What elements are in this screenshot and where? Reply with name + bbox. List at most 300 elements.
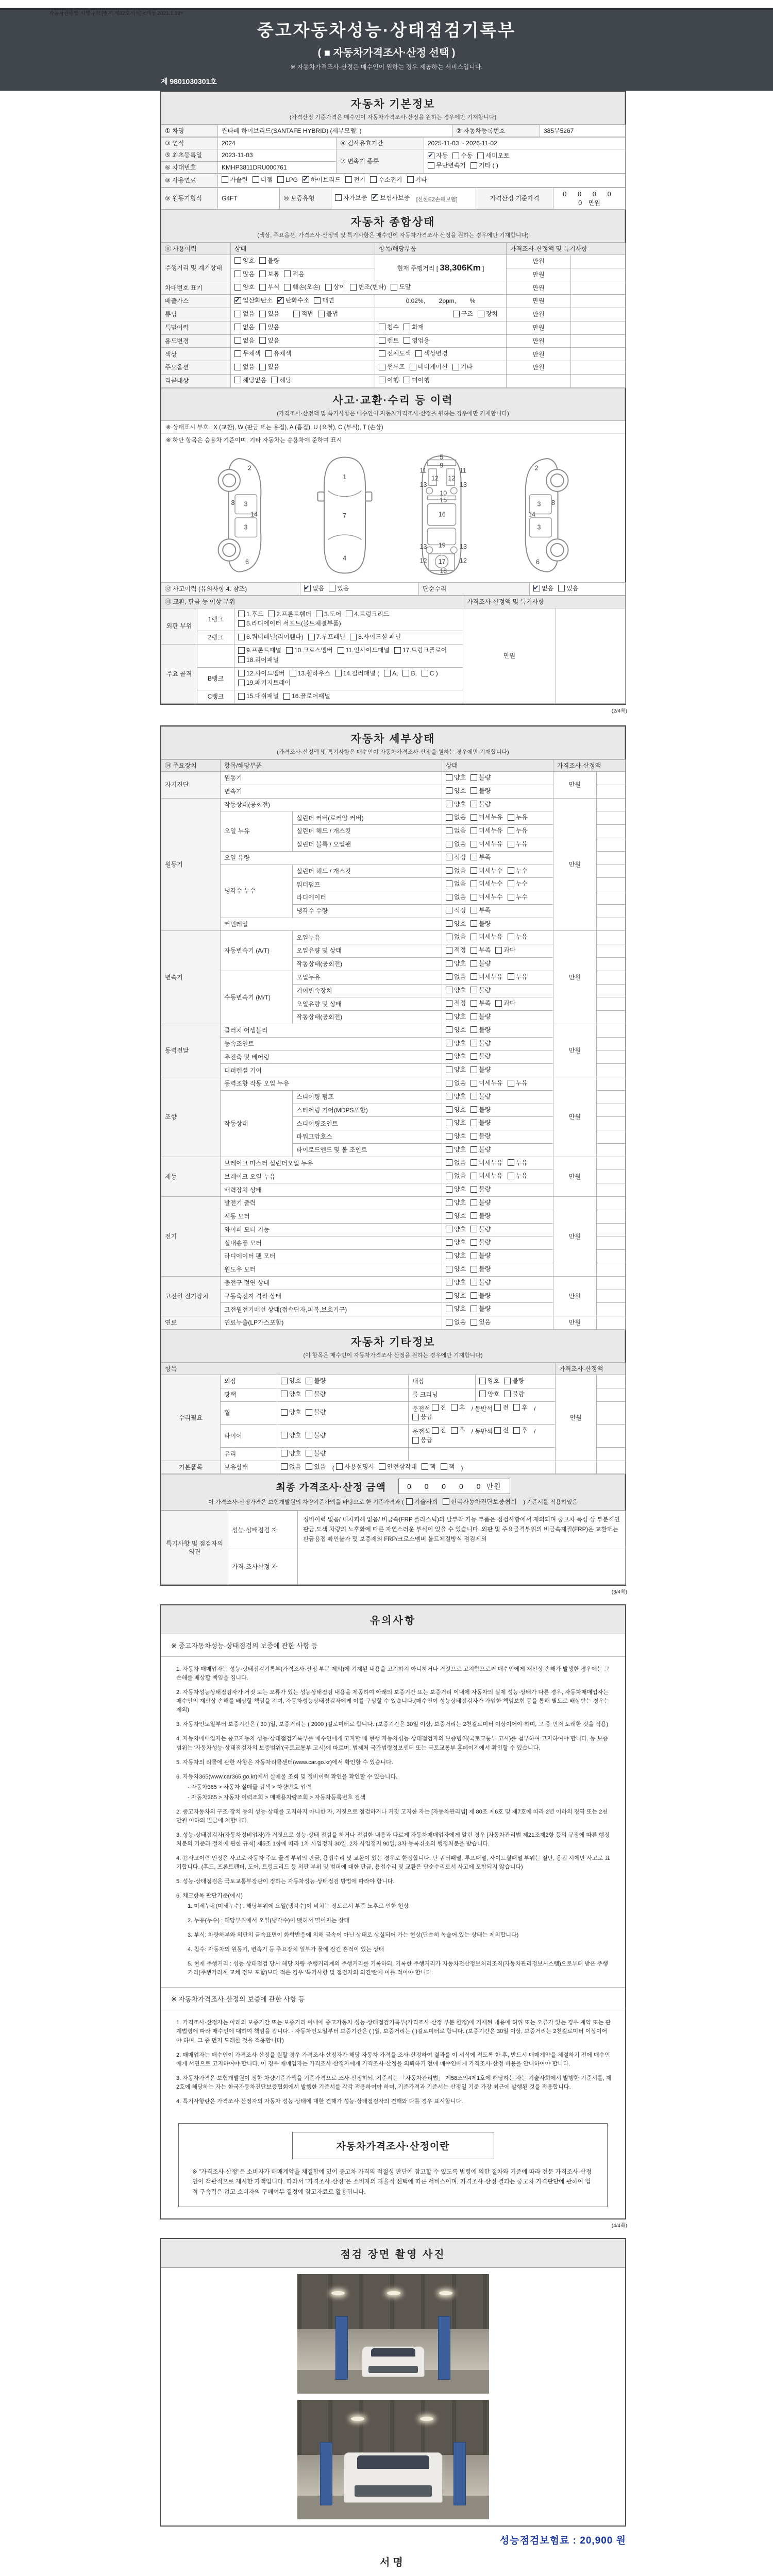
- checkbox-option[interactable]: [370, 176, 402, 184]
- checkbox-label: 없음: [454, 867, 466, 874]
- checkbox-option[interactable]: [470, 1106, 491, 1114]
- notice-subitem: 4. 침수: 자동차의 원동기, 변속기 등 주요장치 일부가 물에 잠긴 흔적이 있는 상태: [188, 1946, 384, 1953]
- sub-label: 수동변속기 (M/T): [221, 971, 293, 1024]
- checkbox-option[interactable]: [513, 1403, 528, 1412]
- checkbox-option[interactable]: [479, 1390, 499, 1398]
- checkbox-icon: [234, 337, 241, 344]
- checkbox-option[interactable]: [446, 1238, 466, 1246]
- checkbox-option[interactable]: [238, 610, 263, 618]
- checkbox-option[interactable]: [446, 920, 466, 928]
- checkbox-option[interactable]: [470, 1172, 502, 1180]
- checkbox-option[interactable]: [470, 879, 502, 888]
- checkbox-option[interactable]: [306, 1390, 326, 1398]
- checkbox-option[interactable]: [412, 1436, 432, 1444]
- checkbox-option[interactable]: [446, 1159, 466, 1167]
- checkbox-option[interactable]: [306, 1449, 326, 1458]
- checkbox-label: 많음: [243, 270, 255, 278]
- checkbox-option[interactable]: [234, 376, 266, 384]
- remark-cell: [571, 268, 626, 281]
- checkbox-option[interactable]: [470, 1185, 491, 1193]
- checkbox-option[interactable]: [422, 669, 438, 677]
- checkbox-option[interactable]: [234, 363, 255, 371]
- checkbox-option[interactable]: [238, 646, 281, 654]
- checkbox-option[interactable]: [293, 310, 313, 318]
- checkbox-option[interactable]: [446, 906, 466, 914]
- remark-cell: [597, 1401, 626, 1425]
- checkbox-option[interactable]: [446, 973, 466, 981]
- checkbox-option[interactable]: [234, 349, 261, 358]
- checkbox-option[interactable]: [259, 323, 279, 331]
- checkbox-icon: [306, 1391, 312, 1397]
- checkbox-option[interactable]: [281, 1390, 301, 1398]
- checkbox-option[interactable]: [533, 584, 553, 592]
- svg-text:13: 13: [419, 543, 427, 550]
- checkbox-option[interactable]: [259, 310, 279, 318]
- status: [442, 1210, 553, 1223]
- checkbox-icon: [446, 1120, 452, 1126]
- checkbox-option[interactable]: [268, 610, 311, 618]
- checkbox-option[interactable]: [306, 1408, 326, 1416]
- tuning-exist: [234, 312, 284, 319]
- checkbox-option[interactable]: [470, 1318, 491, 1326]
- checkbox-option[interactable]: [446, 1265, 466, 1273]
- checkbox-option[interactable]: [470, 1092, 491, 1100]
- checkbox-icon: [470, 854, 477, 860]
- checkbox-option[interactable]: [284, 283, 320, 291]
- checkbox-option[interactable]: [470, 840, 502, 848]
- remark-cell: [597, 1303, 626, 1316]
- checkbox-option[interactable]: [441, 1463, 455, 1471]
- inspection-photo-2: [297, 2400, 489, 2519]
- column-header: 항목: [161, 1363, 556, 1375]
- checkbox-icon: [470, 1000, 477, 1007]
- checkbox-option[interactable]: [238, 679, 291, 687]
- checkbox-option[interactable]: [508, 1172, 528, 1180]
- checkbox-option[interactable]: [446, 879, 466, 888]
- checkbox-option[interactable]: [470, 1198, 491, 1207]
- checkbox-option[interactable]: [508, 813, 528, 821]
- checkbox-option[interactable]: [238, 619, 341, 628]
- checkbox-label: 훼손(오손): [292, 283, 321, 291]
- state-code-legend: ※ 상태표시 부호 : X (교환), W (판금 또는 용접), A (흠집), U (요철), C (부식), T (손상): [161, 421, 625, 434]
- checkbox-option[interactable]: [283, 692, 330, 700]
- checkbox-option[interactable]: [470, 161, 498, 170]
- checkbox-option[interactable]: [470, 973, 502, 981]
- checkbox-option[interactable]: [281, 1408, 301, 1416]
- checkbox-option[interactable]: [415, 349, 447, 358]
- checkbox-label: 기타: [415, 176, 427, 183]
- checkbox-option[interactable]: [314, 296, 334, 304]
- checkbox-option[interactable]: [404, 323, 424, 331]
- checkbox-icon: [277, 297, 284, 304]
- checkbox-option[interactable]: [306, 1463, 326, 1471]
- checkbox-option[interactable]: [446, 986, 466, 994]
- notice-item: 4. ⑫사고이력 인정은 사고로 자동차 주요 골격 부위의 판금, 용접수리 및 교환이 있는 경우로 한정합니다. 단 쿼터패널, 루프패널, 사이드실패널 부위는 절단, 용접 시에만 사고로 표기합니다. (후드, 프론트펜더, 도어, 트렁크리드 등 외판 부위 및 범퍼에 대한 판금, 용접수리 및 교환은 단순수리로서 사고에 포함되지 않습니다): [176, 1855, 610, 1870]
- checkbox-option[interactable]: [508, 879, 528, 888]
- checkbox-option[interactable]: [446, 1052, 466, 1060]
- checkbox-option[interactable]: [508, 1159, 528, 1167]
- checkbox-option[interactable]: [443, 1497, 517, 1506]
- remark-cell: [597, 1276, 626, 1290]
- checkbox-option[interactable]: [451, 1426, 465, 1434]
- row-label: 주요옵션: [161, 361, 231, 375]
- checkbox-option[interactable]: [336, 1463, 374, 1471]
- checkbox-label: 불량: [479, 1278, 491, 1286]
- checkbox-option[interactable]: [238, 669, 285, 677]
- remark-cell: [597, 1037, 626, 1050]
- checkbox-option[interactable]: [384, 669, 398, 677]
- checkbox-option[interactable]: [470, 893, 502, 901]
- price-cell: 만원: [507, 348, 571, 361]
- checkbox-option[interactable]: [306, 1377, 326, 1385]
- checkbox-label: 미세누유: [479, 814, 503, 821]
- checkbox-option[interactable]: [446, 800, 466, 808]
- checkbox-option[interactable]: [379, 363, 405, 371]
- checkbox-option[interactable]: [446, 1278, 466, 1286]
- checkbox-option[interactable]: [508, 826, 528, 835]
- checkbox-option[interactable]: [558, 584, 578, 592]
- checkbox-icon: [253, 176, 259, 183]
- checkbox-option[interactable]: [259, 257, 279, 265]
- checkbox-option[interactable]: [470, 773, 491, 782]
- checkbox-option[interactable]: [338, 646, 390, 654]
- status: [277, 1425, 409, 1448]
- remark-cell: [597, 785, 626, 798]
- notice-item: 5. 자동차의 리콜에 관한 사항은 자동차리콜센터(www.car.go.kr)에서 확인할 수 있습니다.: [176, 1759, 393, 1766]
- checkbox-option[interactable]: [453, 310, 473, 318]
- final-price-note: [161, 1497, 625, 1506]
- checkbox-option[interactable]: [329, 584, 349, 592]
- checkbox-option[interactable]: [508, 973, 528, 981]
- checkbox-option[interactable]: [470, 826, 502, 835]
- checkbox-option[interactable]: [470, 813, 502, 821]
- checkbox-option[interactable]: [446, 1292, 466, 1300]
- checkbox-label: 양호: [454, 1292, 466, 1299]
- checkbox-option[interactable]: [259, 283, 279, 291]
- checkbox-icon: [238, 611, 245, 617]
- checkbox-label: 1.후드: [246, 610, 264, 618]
- checkbox-option[interactable]: [234, 296, 273, 304]
- recall-status: [231, 374, 375, 387]
- checkbox-option[interactable]: [470, 1039, 491, 1047]
- checkbox-option[interactable]: [446, 1145, 466, 1154]
- checkbox-option[interactable]: [470, 1225, 491, 1233]
- checkbox-option[interactable]: [402, 669, 416, 677]
- svg-text:11: 11: [459, 467, 466, 474]
- checkbox-option[interactable]: [404, 376, 430, 384]
- checkbox-option[interactable]: [446, 1304, 466, 1313]
- checkbox-option[interactable]: [470, 933, 502, 941]
- item: 동력조향 작동 오일 누유: [221, 1077, 442, 1091]
- checkbox-option[interactable]: [495, 999, 515, 1007]
- checkbox-option[interactable]: [350, 633, 401, 641]
- checkbox-option[interactable]: [446, 867, 466, 875]
- checkbox-option[interactable]: [446, 946, 466, 954]
- checkbox-option[interactable]: [446, 1039, 466, 1047]
- checkbox-option[interactable]: [446, 1212, 466, 1220]
- checkbox-option[interactable]: [478, 310, 498, 318]
- checkbox-option[interactable]: [379, 349, 411, 358]
- checkbox-option[interactable]: [407, 176, 427, 184]
- checkbox-option[interactable]: [316, 610, 341, 618]
- checkbox-option[interactable]: [470, 1292, 491, 1300]
- checkbox-option[interactable]: [508, 893, 528, 901]
- checkbox-icon: [404, 377, 410, 383]
- rank2-panels: [234, 631, 463, 645]
- checkbox-icon: [446, 1239, 452, 1246]
- checkbox-option[interactable]: [281, 1463, 301, 1471]
- checkbox-option[interactable]: [335, 669, 379, 677]
- checkbox-option[interactable]: [277, 176, 298, 184]
- checkbox-option[interactable]: [335, 194, 367, 202]
- checkbox-label: 불량: [479, 1106, 491, 1113]
- section-basic-info: [160, 91, 626, 705]
- checkbox-option[interactable]: [470, 853, 491, 861]
- checkbox-option[interactable]: [318, 310, 338, 318]
- checkbox-option[interactable]: [379, 1463, 417, 1471]
- checkbox-label: 양호: [454, 1039, 466, 1047]
- checkbox-option[interactable]: [470, 1132, 491, 1140]
- checkbox-icon: [234, 270, 241, 277]
- checkbox-option[interactable]: [446, 1106, 466, 1114]
- checkbox-label: 불량: [479, 1292, 491, 1299]
- checkbox-option[interactable]: [451, 1403, 465, 1412]
- checkbox-option[interactable]: [406, 1497, 438, 1506]
- checkbox-option[interactable]: [446, 1185, 466, 1193]
- checkbox-option[interactable]: [410, 363, 448, 371]
- checkbox-label: 전기: [353, 176, 366, 183]
- checkbox-option[interactable]: [325, 283, 345, 291]
- checkbox-option[interactable]: [446, 826, 466, 835]
- checkbox-option[interactable]: [452, 151, 473, 160]
- checkbox-option[interactable]: [494, 1403, 509, 1412]
- checkbox-option[interactable]: [238, 656, 279, 664]
- checkbox-option[interactable]: [446, 933, 466, 941]
- inspection-photo-1: [297, 2274, 489, 2394]
- checkbox-option[interactable]: [470, 1079, 502, 1087]
- checkbox-option[interactable]: [470, 1278, 491, 1286]
- remark-cell: [597, 1183, 626, 1197]
- price-cell: 만원: [507, 295, 571, 308]
- checkbox-label: 있음: [479, 1318, 491, 1326]
- checkbox-option[interactable]: [470, 959, 491, 968]
- checkbox-label: 불량: [479, 1252, 491, 1260]
- checkbox-option[interactable]: [350, 283, 386, 291]
- checkbox-option[interactable]: [446, 999, 466, 1007]
- checkbox-option[interactable]: [234, 257, 255, 265]
- checkbox-option[interactable]: [477, 151, 509, 160]
- checkbox-label: 부족: [479, 906, 491, 914]
- fuel-options: [218, 174, 626, 187]
- remark-cell: [597, 1447, 626, 1461]
- checkbox-option[interactable]: [452, 363, 473, 371]
- rankA-panels: [234, 644, 463, 667]
- checkbox-option[interactable]: [222, 176, 248, 184]
- checkbox-option[interactable]: [495, 946, 515, 954]
- checkbox-option[interactable]: [394, 646, 447, 654]
- hold-status: [281, 1464, 330, 1471]
- checkbox-option[interactable]: [504, 1390, 524, 1398]
- checkbox-option[interactable]: [470, 1304, 491, 1313]
- checkbox-option[interactable]: [238, 692, 279, 700]
- checkbox-option[interactable]: [446, 773, 466, 782]
- checkbox-option[interactable]: [271, 376, 291, 384]
- checkbox-option[interactable]: [513, 1426, 528, 1434]
- checkbox-option[interactable]: [508, 840, 528, 848]
- simple-repair-label: 단순수리: [419, 582, 530, 596]
- checkbox-icon: [446, 1319, 452, 1326]
- checkbox-option[interactable]: [234, 283, 255, 291]
- checkbox-option[interactable]: [508, 1079, 528, 1087]
- checkbox-option[interactable]: [422, 1463, 436, 1471]
- checkbox-icon: [470, 973, 477, 980]
- checkbox-option[interactable]: [470, 1118, 491, 1127]
- checkbox-option[interactable]: [446, 813, 466, 821]
- checkbox-option[interactable]: [286, 646, 333, 654]
- checkbox-option[interactable]: [470, 946, 491, 954]
- checkbox-option[interactable]: [470, 1065, 491, 1074]
- checkbox-option[interactable]: [470, 1238, 491, 1246]
- current-mileage: [375, 255, 507, 281]
- checkbox-option[interactable]: [432, 1403, 446, 1412]
- checkbox-icon: [394, 647, 401, 654]
- checkbox-option[interactable]: [446, 1225, 466, 1233]
- checkbox-option[interactable]: [277, 296, 309, 304]
- checkbox-icon: [470, 1252, 477, 1259]
- checkbox-option[interactable]: [303, 176, 341, 184]
- remark-cell: [597, 1388, 626, 1401]
- checkbox-option[interactable]: [281, 1431, 301, 1439]
- checkbox-option[interactable]: [306, 1431, 326, 1439]
- checkbox-icon: [446, 787, 452, 794]
- item: 스티어링 펌프: [293, 1090, 442, 1104]
- checkbox-option[interactable]: [479, 1377, 499, 1385]
- checkbox-label: 불량: [314, 1431, 326, 1439]
- checkbox-option[interactable]: [470, 800, 491, 808]
- checkbox-option[interactable]: [470, 1159, 502, 1167]
- inspector-opinion: 정비이력 없음/ 내차피해 없음/ 비금속(FRP 플라스틱)의 탈부착 가능 부품은 점검사항에서 제외되며 중고차 특성 상 부분적인 판금,도색 차량의 노후화에 따른 자연스러운 부식이 있을 수 있습니다. 외판 및 주요골격부위의 비금속재질(FRP)은 교환또는 판금용접 확인불가 및 보증제외 FRP/크로스멤버 볼트체결방식 점검제외: [298, 1511, 626, 1549]
- empty: [409, 1447, 556, 1461]
- checkbox-option[interactable]: [446, 853, 466, 861]
- checkbox-option[interactable]: [379, 323, 399, 331]
- checkbox-option[interactable]: [470, 999, 491, 1007]
- checkbox-option[interactable]: [446, 1092, 466, 1100]
- checkbox-option[interactable]: [412, 1413, 432, 1421]
- checkbox-option[interactable]: [470, 1026, 491, 1034]
- checkbox-option[interactable]: [259, 363, 279, 371]
- checkbox-option[interactable]: [446, 1318, 466, 1326]
- checkbox-option[interactable]: [428, 161, 466, 170]
- checkbox-label: 전: [440, 1403, 446, 1411]
- checkbox-option[interactable]: [345, 176, 365, 184]
- checkbox-option[interactable]: [446, 1026, 466, 1034]
- checkbox-option[interactable]: [446, 893, 466, 901]
- checkbox-option[interactable]: [446, 1172, 466, 1180]
- checkbox-option[interactable]: [234, 310, 255, 318]
- checkbox-option[interactable]: [446, 1012, 466, 1021]
- checkbox-option[interactable]: [234, 270, 255, 278]
- checkbox-label: 불법: [326, 310, 339, 317]
- checkbox-option[interactable]: [494, 1426, 509, 1434]
- checkbox-option[interactable]: [470, 986, 491, 994]
- checkbox-option[interactable]: [281, 1377, 301, 1385]
- checkbox-icon: [470, 841, 477, 848]
- checkbox-label: 적법: [301, 310, 313, 317]
- checkbox-option[interactable]: [470, 1052, 491, 1060]
- checkbox-option[interactable]: [346, 610, 389, 618]
- checkbox-option[interactable]: [379, 376, 399, 384]
- checkbox-option[interactable]: [238, 633, 304, 641]
- checkbox-option[interactable]: [446, 959, 466, 968]
- checkbox-option[interactable]: [281, 1449, 301, 1458]
- warranty-cell: [331, 188, 476, 209]
- checkbox-option[interactable]: [446, 1198, 466, 1207]
- checkbox-option[interactable]: [470, 867, 502, 875]
- notice-item: 3. 자동차가격은 보험개발원이 정한 차량기준가액을 기준가격으로 조사·산정하되, 기준서는 「자동차관리법」 제58조의4제1호에 해당하는 자는 기술사회에서 발행한 기준서를, 제2호에 해당하는 자는 한국자동차진단보증협회에서 발행한 기준서를 각각 적용하여야 하며, 기준가격과 기준서는 산정일 기준 가장 최근에 발행된 것을 적용합니다.: [176, 2075, 612, 2090]
- checkbox-option[interactable]: [470, 1251, 491, 1260]
- checkbox-label: 적정: [454, 999, 466, 1007]
- checkbox-option[interactable]: [470, 787, 491, 795]
- checkbox-option[interactable]: [470, 1145, 491, 1154]
- checkbox-option[interactable]: [404, 336, 430, 345]
- checkbox-option[interactable]: [504, 1377, 524, 1385]
- checkbox-option[interactable]: [446, 1065, 466, 1074]
- checkbox-icon: [306, 1409, 312, 1416]
- checkbox-option[interactable]: [253, 176, 273, 184]
- checkbox-icon: [428, 152, 434, 159]
- checkbox-label: 기타: [460, 363, 473, 371]
- sub-label: 자동변속기 (A/T): [221, 931, 293, 971]
- checkbox-option[interactable]: [372, 194, 410, 202]
- checkbox-option[interactable]: [428, 151, 448, 160]
- checkbox-option[interactable]: [446, 787, 466, 795]
- checkbox-option[interactable]: [470, 1212, 491, 1220]
- checkbox-option[interactable]: [391, 283, 411, 291]
- checkbox-option[interactable]: [446, 1118, 466, 1127]
- checkbox-option[interactable]: [508, 933, 528, 941]
- checkbox-option[interactable]: [379, 336, 399, 345]
- checkbox-option[interactable]: [290, 669, 330, 677]
- device-label: 조향: [161, 1077, 221, 1157]
- checkbox-option[interactable]: [284, 270, 304, 278]
- item: 변속기: [221, 785, 442, 798]
- checkbox-option[interactable]: [446, 840, 466, 848]
- checkbox-option[interactable]: [470, 1265, 491, 1273]
- checkbox-option[interactable]: [470, 1012, 491, 1021]
- svg-text:12: 12: [448, 474, 455, 482]
- checkbox-option[interactable]: [446, 1079, 466, 1087]
- checkbox-option[interactable]: [259, 270, 279, 278]
- checkbox-option[interactable]: [308, 633, 345, 641]
- checkbox-icon: [470, 1159, 477, 1166]
- checkbox-label: 불량: [479, 1199, 491, 1207]
- checkbox-label: 있음: [337, 584, 349, 592]
- checkbox-option[interactable]: [446, 1251, 466, 1260]
- checkbox-option[interactable]: [446, 1132, 466, 1140]
- checkbox-option[interactable]: [234, 336, 255, 345]
- checkbox-option[interactable]: [470, 906, 491, 914]
- checkbox-option[interactable]: [432, 1426, 446, 1434]
- price-cell: 만원: [507, 334, 571, 348]
- checkbox-option[interactable]: [265, 349, 292, 358]
- checkbox-option[interactable]: [508, 867, 528, 875]
- checkbox-option[interactable]: [304, 584, 324, 592]
- base-price-unit: 만원: [588, 199, 600, 207]
- checkbox-option[interactable]: [470, 920, 491, 928]
- checkbox-option[interactable]: [259, 336, 279, 345]
- checkbox-option[interactable]: [234, 323, 255, 331]
- checkbox-label: 유채색: [273, 350, 292, 358]
